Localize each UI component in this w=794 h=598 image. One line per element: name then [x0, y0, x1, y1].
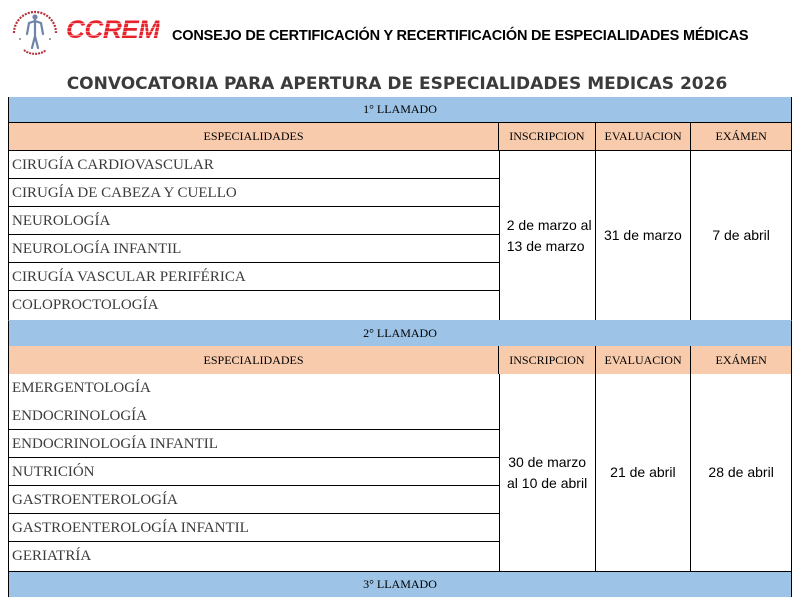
call-1-band: 1° LLAMADO [8, 97, 792, 122]
table-row: CIRUGÍA CARDIOVASCULAR [9, 151, 499, 179]
col-inscripcion: INSCRIPCION [499, 123, 596, 150]
document-header [0, 0, 794, 70]
table-row: NEUROLOGÍA INFANTIL [9, 235, 499, 263]
table-row: ENDOCRINOLOGÍA [9, 402, 499, 430]
call-3-band: 3° LLAMADO [8, 572, 792, 597]
call-1-examen: 7 de abril [691, 151, 792, 320]
call-1-specialties [9, 151, 500, 320]
col-especialidades: ESPECIALIDADES [9, 346, 499, 374]
col-examen: EXÁMEN [691, 123, 792, 150]
table-row: CIRUGÍA VASCULAR PERIFÉRICA [9, 263, 499, 291]
table-row: ENDOCRINOLOGÍA INFANTIL [9, 430, 499, 458]
call-2-specialties [9, 374, 500, 571]
col-examen: EXÁMEN [691, 346, 792, 374]
page-title: CONVOCATORIA PARA APERTURA DE ESPECIALIDADES MEDICAS 2026 [66, 74, 728, 94]
call-2-band: 2° LLAMADO [8, 320, 792, 346]
col-inscripcion: INSCRIPCION [499, 346, 596, 374]
organization-name: CONSEJO DE CERTIFICACIÓN Y RECERTIFICACIÓN DE ESPECIALIDADES MÉDICAS [172, 28, 749, 44]
table-row: NEUROLOGÍA [9, 207, 499, 235]
call-2-evaluacion: 21 de abril [596, 374, 692, 571]
table-row: GASTROENTEROLOGÍA [9, 486, 499, 514]
ccrem-logo: CCREM [66, 16, 160, 44]
table-row: CIRUGÍA DE CABEZA Y CUELLO [9, 179, 499, 207]
call-2-inscripcion: 30 de marzo al 10 de abril [500, 374, 596, 571]
medical-seal-icon [8, 3, 62, 57]
call-1-body [8, 151, 792, 320]
col-evaluacion: EVALUACION [596, 123, 692, 150]
call-2-header-row [8, 346, 792, 374]
table-row: COLOPROCTOLOGÍA [12, 297, 159, 313]
call-1-evaluacion: 31 de marzo [596, 151, 692, 320]
call-2-examen: 28 de abril [691, 374, 792, 571]
call-1-inscripcion: 2 de marzo al 13 de marzo [500, 151, 596, 320]
schedule-table [8, 97, 792, 597]
call-1-header-row [8, 122, 792, 151]
call-2-body [8, 374, 792, 572]
table-row: GASTROENTEROLOGÍA INFANTIL [9, 514, 499, 542]
table-row: NUTRICIÓN [9, 458, 499, 486]
table-row: GERIATRÍA [12, 548, 92, 564]
table-row: EMERGENTOLOGÍA [12, 380, 151, 396]
col-evaluacion: EVALUACION [596, 346, 692, 374]
col-especialidades: ESPECIALIDADES [9, 123, 499, 150]
